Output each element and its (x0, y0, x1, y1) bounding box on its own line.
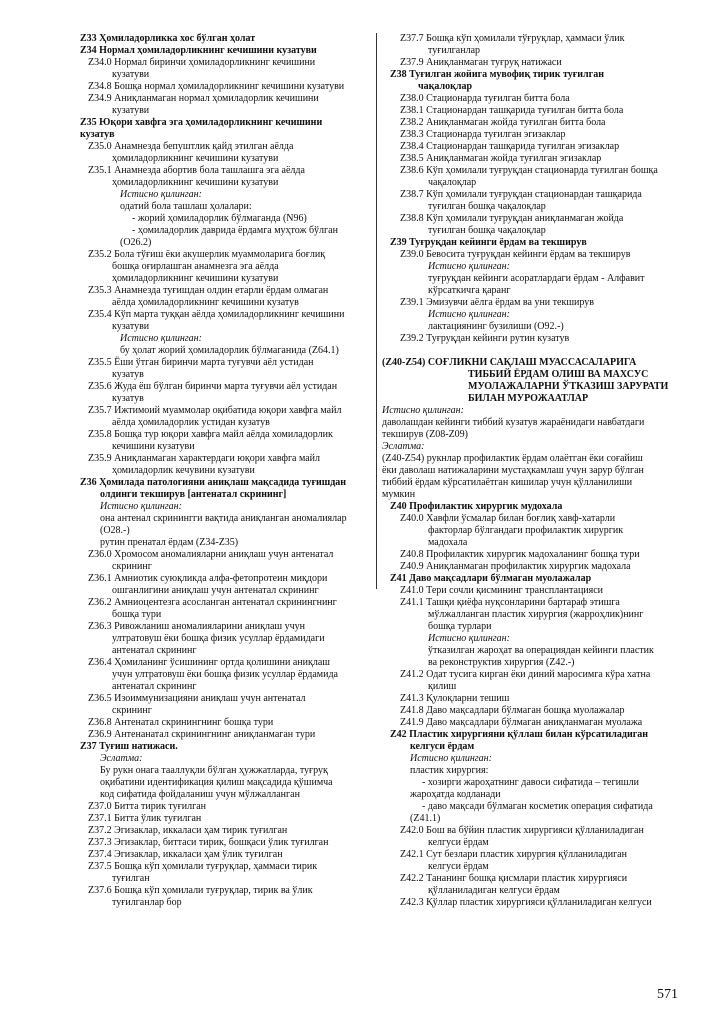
text-line: келгуси ёрдам (428, 837, 489, 848)
text-line: Z34 Нормал ҳомиладорликнинг кечишини кузатуви (80, 45, 317, 56)
text-line: (O28.-) (100, 525, 130, 536)
text-line: Z41.9 Даво мақсадлари бўлмаган аниқланмаган муолажа (400, 717, 643, 728)
text-line: Z33 Ҳомиладорликка хос бўлган ҳолат (80, 33, 256, 44)
text-line: Истисно қилинган: (428, 261, 510, 272)
text-line: Z35.1 Анамнезда абортив бола ташлашга эга аёлда (88, 165, 305, 176)
text-line: кечишини кузатуви (112, 441, 195, 452)
text-line: келгуси ёрдам (428, 861, 489, 872)
text-line: Z35.9 Аниқланмаган характердаги юқори хавфга майл (88, 453, 321, 464)
text-line: бошқа тури (112, 609, 162, 620)
text-line: Z42.2 Тананинг бошқа қисмлари пластик хирургияси (400, 873, 628, 884)
text-line: Бу рукн онага тааллуқли бўлган ҳужжатларда, туғруқ (100, 765, 328, 776)
text-line: ҳомиладорликнинг кечишини кузатуви (112, 273, 279, 284)
text-line: ҳомиладорликнинг кечишини кузатуви (112, 177, 279, 188)
text-line: - жорий ҳомиладорлик бўлмаганда (N96) (132, 213, 307, 224)
text-line: Z36.9 Антенанатал скринингнинг аниқланмаган тури (88, 729, 316, 740)
text-line: Истисно қилинган: (100, 501, 182, 512)
text-line: рутин пренатал ёрдам (Z34-Z35) (100, 537, 239, 548)
text-line: Z40 Профилактик хирургик мудохала (390, 501, 563, 512)
text-line: Истисно қилинган: (382, 405, 464, 416)
text-line: Z42.1 Сут безлари пластик хирургия қўлланиладиган (400, 849, 627, 860)
text-line: Z35.2 Бола тўғиш ёки акушерлик муаммоларига боғлиқ (88, 249, 326, 260)
text-line: Z35.3 Анамнезда туғишдан олдин етарли ёрдам олмаган (88, 285, 329, 296)
text-line: Z41.1 Ташқи қиёфа нуқсонларини бартараф этишга (400, 597, 620, 608)
text-line: кузатуви (112, 69, 150, 80)
text-line: Z36.4 Ҳомиланинг ўсишининг ортда қолишини аниқлаш (88, 657, 330, 668)
text-line: аёлда ҳомиладорлик устидан кузатув (112, 417, 270, 428)
text-line: Z34.9 Аниқланмаган нормал ҳомиладорлик кечишини (88, 93, 319, 104)
text-line: ултратовуш ёки бошқа физик усуллар ёрдамидаги (112, 633, 325, 644)
text-line: Z38.4 Стационардан ташқарида туғилган эгизаклар (400, 141, 620, 152)
text-line: Z35 Юқори хавфга эга ҳомиладорликнинг кечишини (80, 117, 323, 128)
text-line: - даво мақсади бўлмаган косметик операция сифатида (422, 801, 653, 812)
text-line: пластик хирургия: (410, 765, 489, 776)
text-line: Z42.3 Қўллар пластик хирургияси қўлланиладиган келгуси (400, 897, 652, 908)
text-line: Z41.3 Қулоқларни тешиш (400, 693, 510, 704)
text-line: ТИББИЙ ЁРДАМ ОЛИШ ВА МАХСУС (468, 369, 649, 380)
text-line: Z35.4 Кўп марта туққан аёлда ҳомиладорликнинг кечишини (88, 309, 345, 320)
text-line: Z39.0 Бевосита туғруқдан кейинги ёрдам ва текширув (400, 249, 631, 260)
text-line: мумкин (382, 489, 416, 500)
text-line: (Z40-Z54) СОҒЛИКНИ САҚЛАШ МУАССАСАЛАРИГА (382, 357, 637, 368)
text-line: Z37.1 Битта ўлик туғилган (88, 813, 202, 824)
text-line: туғилганлар (428, 45, 481, 56)
text-line: Z34.8 Бошқа нормал ҳомиладорликнинг кечишини кузатуви (88, 81, 345, 92)
text-line (382, 345, 678, 357)
text-line: ва реконструктив хирургия (Z42.-) (428, 657, 575, 668)
text-line: туғилганлар бор (112, 897, 182, 908)
text-line: Z38.0 Стационарда туғилган битта бола (400, 93, 570, 104)
text-line: Z35.5 Ёши ўтган биринчи марта туғувчи аёл устидан (88, 357, 314, 368)
text-line: бу ҳолат жорий ҳомиладорлик бўлмаганида (Z64.1) (120, 345, 339, 356)
text-line: скрининг (112, 561, 152, 572)
text-line: Z38.2 Аниқланмаган жойда туғилган битта бола (400, 117, 606, 128)
text-line: она антенал скринингги вақтида аниқланган аномалиялар (100, 513, 347, 524)
text-line: жароҳатда кодланади (410, 789, 501, 800)
text-line: Z41.0 Тери сочли қисмининг трансплантацияси (400, 585, 604, 596)
text-line: Z39.1 Эмизувчи аёлга ёрдам ва уни текширув (400, 297, 594, 308)
text-line: туғилган бошқа чақалоқлар (428, 201, 546, 212)
text-line: кузатув (80, 129, 115, 140)
text-line: Z36.1 Амниотик суюқликда алфа-фетопротеин миқдори (88, 573, 328, 584)
page-number: 571 (657, 987, 678, 1002)
text-line: учун ултратовуш ёки бошқа физик усуллар ёрдамида (112, 669, 338, 680)
text-line: мадохала (428, 537, 468, 548)
text-line: Z38.1 Стационардан ташқарида туғилган битта бола (400, 105, 624, 116)
text-line: бошқа оғирлашган анамнезга эга аёлда (112, 261, 279, 272)
text-line: ёки даволаш натижаларини мустаҳкамлаш учун зарур бўлган (382, 465, 644, 476)
text-line: Z38.8 Кўп ҳомилали туғруқдан аниқланмаган жойда (400, 213, 624, 224)
text-line: Z37.9 Аниқланмаган туғруқ натижаси (400, 57, 562, 68)
text-line: Z36.3 Ривожланиш аномалияларини аниқлаш учун (88, 621, 305, 632)
left-column (80, 33, 372, 909)
text-line: туғруқдан кейинги асоратлардаги ёрдам - Алфавит (428, 273, 645, 284)
text-line: Z37.3 Эгизаклар, биттаси тирик, бошқаси ўлик туғилган (88, 837, 329, 848)
text-line: ошганлигини аниқлаш учун антенатал скрининг (112, 585, 319, 596)
text-line: тиббий ёрдам кўрсатилаётган кишилар учун қўлланилиши (382, 477, 633, 488)
text-line: келгуси ёрдам (410, 741, 475, 752)
text-line: кўрсаткичга қаранг (428, 285, 511, 296)
text-line: МУОЛАЖАЛАРНИ ЎТКАЗИШ ЗАРУРАТИ (468, 381, 669, 392)
text-line: туғилган бошқа чақалоқлар (428, 225, 546, 236)
text-line: Z39.2 Туғруқдан кейинги рутин кузатув (400, 333, 570, 344)
text-line: факторлар бўлгандаги профилактик хирургик (428, 525, 624, 536)
text-line: Z38.5 Аниқланмаган жойда туғилган эгизаклар (400, 153, 602, 164)
text-line: - ҳомиладорлик даврида ёрдамга муҳтож бўлган (132, 225, 338, 236)
text-line: Истисно қилинган: (120, 333, 202, 344)
text-line: Z35.7 Ижтимоий муаммолар оқибатида юқори хавфга майл (88, 405, 342, 416)
text-line: Z35.8 Бошқа тур юқори хавфга майл аёлда хомиладорлик (88, 429, 333, 440)
text-line: Эслатма: (382, 441, 425, 452)
text-line: одатий бола ташлаш ҳолалари: (120, 201, 252, 212)
text-line: Z36.0 Хромосом аномалияларни аниқлаш учун антенатал (88, 549, 334, 560)
text-line: Z37.0 Битта тирик туғилган (88, 801, 207, 812)
text-line: (O26.2) (120, 237, 152, 248)
text-line: даволашдан кейинги тиббий кузатув жараёнидаги навбатдаги (382, 417, 645, 428)
text-line: Истисно қилинган: (410, 753, 492, 764)
text-line: БИЛАН МУРОЖААТЛАР (468, 393, 589, 404)
text-line: ҳомиладорлик кечувини кузатуви (112, 465, 255, 476)
text-line: аёлда ҳомиладорликнинг кечишини кузатув (112, 297, 299, 308)
text-line: Z36 Ҳомилада патологияни аниқлаш мақсадида туғишдан (80, 477, 347, 488)
column-divider (376, 33, 377, 589)
text-line: Z38.6 Кўп ҳомилали туғруқдан стационарда туғилган бошқа (400, 165, 658, 176)
text-line: Z34.0 Нормал биринчи ҳомиладорликнинг кечишини (88, 57, 316, 68)
text-line: текширув (Z08-Z09) (382, 429, 469, 440)
text-line: Z40.0 Хавфли ўсмалар билан боғлиқ хавф-хатарли (400, 513, 616, 524)
text-line: Z36.8 Антенатал скринингнинг бошқа тури (88, 717, 274, 728)
text-line: Z40.8 Профилактик хирургик мадохаланинг бошқа тури (400, 549, 640, 560)
text-line: - хозирги жароҳатнинг давоси сифатида – тегишли (422, 777, 639, 788)
text-line: Z38 Туғилган жойига мувофиқ тирик туғилган (390, 69, 604, 80)
text-line: ўтказилган жароҳат ва операциядан кейинги пластик (428, 645, 654, 656)
text-line: бошқа турлари (428, 621, 492, 632)
text-line: Z38.3 Стационарда туғилган эгизаклар (400, 129, 566, 140)
text-line: мўлжалланган пластик хирургия (жарроҳлик)нинг (428, 609, 644, 620)
text-line: Истисно қилинган: (120, 189, 202, 200)
text-line: Z37.7 Бошқа кўп ҳомилали тўғруқлар, ҳаммаси ўлик (400, 33, 625, 44)
text-line: Z35.0 Анамнезда бепуштлик қайд этилган аёлда (88, 141, 294, 152)
text-line: (Z40-Z54) рукнлар профилактик ёрдам олаётган ёки соғайиш (382, 453, 643, 464)
right-column (382, 33, 678, 909)
text-line: кузатуви (112, 321, 150, 332)
text-line: лактациянинг бузилиши (O92.-) (428, 321, 564, 332)
text-line: кузатув (112, 369, 144, 380)
text-line: Z35.6 Жуда ёш бўлган биринчи марта туғувчи аёл устидан (88, 381, 338, 392)
text-line: Z39 Туғруқдан кейинги ёрдам ва текширув (390, 237, 587, 248)
text-line: Z37.2 Эгизаклар, иккаласи ҳам тирик туғилган (88, 825, 288, 836)
text-line: скрининг (112, 705, 152, 716)
text-line: (Z41.1) (410, 813, 441, 824)
text-line: Истисно қилинган: (428, 633, 510, 644)
text-line: Z37.4 Эгизаклар, иккаласи ҳам ўлик туғилган (88, 849, 283, 860)
text-line: Z36.2 Амниоцентезга асосланган антенатал скринингнинг (88, 597, 337, 608)
text-line: Эслатма: (100, 753, 143, 764)
text-line: Z37.6 Бошқа кўп ҳомилали туғруқлар, тирик ва ўлик (88, 885, 313, 896)
text-line: антенатал скрининг (112, 681, 197, 692)
text-line: Z42.0 Бош ва бўйин пластик хирургияси қўлланиладиган (400, 825, 644, 836)
text-line: Z40.9 Аниқланмаган профилактик хирургик мадохала (400, 561, 631, 572)
text-line: антенатал скрининг (112, 645, 197, 656)
text-line: қўлланиладиган келгуси ёрдам (428, 885, 560, 896)
text-line: Z41.2 Одат тусига кирган ёки диний маросимга кўра хатна (400, 669, 651, 680)
text-line: Z36.5 Изоиммунизацияни аниқлаш учун антенатал (88, 693, 306, 704)
text-line: чақалоқлар (428, 177, 477, 188)
text-line: кузатув (112, 393, 144, 404)
text-line: код сифатида фойдаланиш учун мўлжалланган (100, 789, 300, 800)
text-line: Истисно қилинган: (428, 309, 510, 320)
text-line: Z37.5 Бошқа кўп ҳомилали туғруқлар, ҳаммаси тирик (88, 861, 318, 872)
text-line: туғилган (112, 873, 150, 884)
text-line: Z38.7 Кўп ҳомилали туғруқдан стационардан ташқарида (400, 189, 642, 200)
text-line: кузатуви (112, 105, 150, 116)
text-line: оқибатини идентификация қилиш мақсадида қўшимча (100, 777, 333, 788)
text-line: Z41.8 Даво мақсадлари бўлмаган бошқа муолажалар (400, 705, 625, 716)
text-line: Z37 Туғиш натижаси. (80, 741, 178, 752)
text-line: чақалоқлар (418, 81, 473, 92)
text-line: қилиш (428, 681, 457, 692)
text-line: олдинги текширув [антенатал скрининг] (100, 489, 287, 500)
text-line: ҳомиладорликнинг кечишини кузатуви (112, 153, 279, 164)
text-line: Z42 Пластик хирургияни қўллаш билан кўрсатиладиган (390, 729, 649, 740)
text-line: Z41 Даво мақсадлари бўлмаган муолажалар (390, 573, 592, 584)
